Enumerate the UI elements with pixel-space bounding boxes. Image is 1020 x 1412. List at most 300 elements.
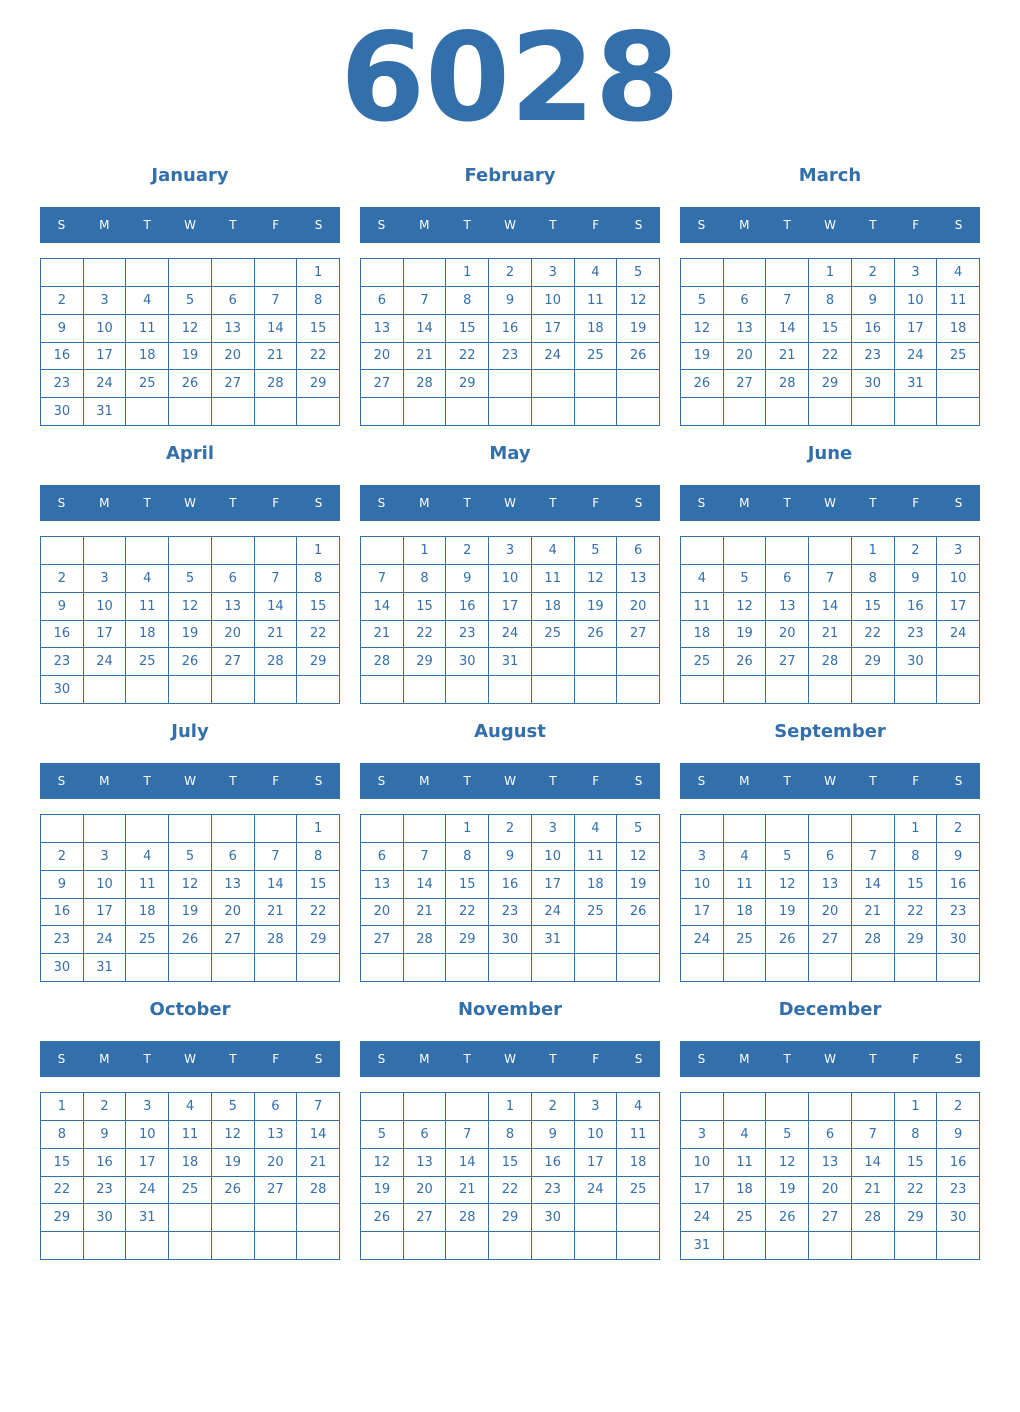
- day-cell[interactable]: 1: [809, 259, 852, 287]
- day-cell[interactable]: 19: [766, 1177, 809, 1205]
- day-cell[interactable]: 30: [41, 676, 84, 704]
- day-cell[interactable]: 19: [361, 1177, 404, 1205]
- day-cell[interactable]: 12: [575, 565, 618, 593]
- day-cell[interactable]: 5: [766, 1121, 809, 1149]
- day-cell[interactable]: 10: [126, 1121, 169, 1149]
- day-cell[interactable]: 14: [766, 315, 809, 343]
- day-cell[interactable]: 23: [937, 899, 980, 927]
- day-cell[interactable]: 24: [84, 370, 127, 398]
- day-cell[interactable]: 8: [809, 287, 852, 315]
- day-cell[interactable]: 31: [126, 1204, 169, 1232]
- day-cell[interactable]: 15: [41, 1149, 84, 1177]
- day-cell[interactable]: 23: [446, 621, 489, 649]
- day-cell[interactable]: 3: [681, 1121, 724, 1149]
- day-cell[interactable]: 12: [617, 287, 660, 315]
- day-cell[interactable]: 12: [617, 843, 660, 871]
- day-cell[interactable]: 10: [84, 315, 127, 343]
- day-cell[interactable]: 1: [852, 537, 895, 565]
- day-cell[interactable]: 19: [724, 621, 767, 649]
- day-cell[interactable]: 11: [724, 1149, 767, 1177]
- day-cell[interactable]: 7: [766, 287, 809, 315]
- day-cell[interactable]: 26: [766, 1204, 809, 1232]
- day-cell[interactable]: 1: [895, 1093, 938, 1121]
- day-cell[interactable]: 29: [446, 370, 489, 398]
- day-cell[interactable]: 2: [532, 1093, 575, 1121]
- day-cell[interactable]: 3: [575, 1093, 618, 1121]
- day-cell[interactable]: 27: [255, 1177, 298, 1205]
- day-cell[interactable]: 29: [297, 370, 340, 398]
- day-cell[interactable]: 26: [169, 370, 212, 398]
- day-cell[interactable]: 18: [724, 1177, 767, 1205]
- day-cell[interactable]: 12: [766, 1149, 809, 1177]
- day-cell[interactable]: 20: [404, 1177, 447, 1205]
- day-cell[interactable]: 11: [575, 287, 618, 315]
- day-cell[interactable]: 5: [766, 843, 809, 871]
- day-cell[interactable]: 22: [404, 621, 447, 649]
- day-cell[interactable]: 22: [852, 621, 895, 649]
- day-cell[interactable]: 17: [681, 899, 724, 927]
- day-cell[interactable]: 25: [724, 926, 767, 954]
- day-cell[interactable]: 30: [84, 1204, 127, 1232]
- day-cell[interactable]: 6: [724, 287, 767, 315]
- day-cell[interactable]: 6: [212, 287, 255, 315]
- day-cell[interactable]: 11: [617, 1121, 660, 1149]
- day-cell[interactable]: 21: [852, 1177, 895, 1205]
- day-cell[interactable]: 30: [852, 370, 895, 398]
- day-cell[interactable]: 15: [895, 1149, 938, 1177]
- day-cell[interactable]: 5: [212, 1093, 255, 1121]
- day-cell[interactable]: 8: [297, 843, 340, 871]
- day-cell[interactable]: 25: [617, 1177, 660, 1205]
- day-cell[interactable]: 9: [895, 565, 938, 593]
- day-cell[interactable]: 10: [681, 871, 724, 899]
- day-cell[interactable]: 10: [84, 593, 127, 621]
- day-cell[interactable]: 2: [489, 815, 532, 843]
- day-cell[interactable]: 15: [809, 315, 852, 343]
- day-cell[interactable]: 13: [809, 1149, 852, 1177]
- day-cell[interactable]: 20: [766, 621, 809, 649]
- day-cell[interactable]: 26: [361, 1204, 404, 1232]
- day-cell[interactable]: 31: [84, 398, 127, 426]
- day-cell[interactable]: 29: [446, 926, 489, 954]
- day-cell[interactable]: 6: [212, 565, 255, 593]
- day-cell[interactable]: 14: [852, 1149, 895, 1177]
- day-cell[interactable]: 4: [724, 1121, 767, 1149]
- day-cell[interactable]: 29: [489, 1204, 532, 1232]
- day-cell[interactable]: 21: [766, 343, 809, 371]
- day-cell[interactable]: 24: [532, 343, 575, 371]
- day-cell[interactable]: 6: [361, 287, 404, 315]
- day-cell[interactable]: 14: [255, 871, 298, 899]
- day-cell[interactable]: 17: [84, 621, 127, 649]
- day-cell[interactable]: 27: [724, 370, 767, 398]
- day-cell[interactable]: 2: [41, 843, 84, 871]
- day-cell[interactable]: 17: [895, 315, 938, 343]
- day-cell[interactable]: 22: [297, 899, 340, 927]
- day-cell[interactable]: 29: [852, 648, 895, 676]
- day-cell[interactable]: 12: [724, 593, 767, 621]
- day-cell[interactable]: 1: [297, 259, 340, 287]
- day-cell[interactable]: 27: [212, 370, 255, 398]
- day-cell[interactable]: 22: [297, 621, 340, 649]
- day-cell[interactable]: 31: [681, 1232, 724, 1260]
- day-cell[interactable]: 6: [809, 1121, 852, 1149]
- day-cell[interactable]: 5: [681, 287, 724, 315]
- day-cell[interactable]: 20: [809, 1177, 852, 1205]
- day-cell[interactable]: 5: [169, 287, 212, 315]
- day-cell[interactable]: 28: [852, 926, 895, 954]
- day-cell[interactable]: 17: [489, 593, 532, 621]
- day-cell[interactable]: 16: [446, 593, 489, 621]
- day-cell[interactable]: 7: [852, 1121, 895, 1149]
- day-cell[interactable]: 25: [724, 1204, 767, 1232]
- day-cell[interactable]: 22: [895, 899, 938, 927]
- day-cell[interactable]: 16: [84, 1149, 127, 1177]
- day-cell[interactable]: 24: [895, 343, 938, 371]
- day-cell[interactable]: 31: [532, 926, 575, 954]
- day-cell[interactable]: 29: [404, 648, 447, 676]
- day-cell[interactable]: 15: [297, 315, 340, 343]
- day-cell[interactable]: 14: [404, 315, 447, 343]
- day-cell[interactable]: 27: [617, 621, 660, 649]
- day-cell[interactable]: 21: [404, 343, 447, 371]
- day-cell[interactable]: 6: [766, 565, 809, 593]
- day-cell[interactable]: 16: [937, 871, 980, 899]
- day-cell[interactable]: 16: [41, 899, 84, 927]
- day-cell[interactable]: 24: [681, 926, 724, 954]
- day-cell[interactable]: 13: [212, 315, 255, 343]
- day-cell[interactable]: 13: [724, 315, 767, 343]
- day-cell[interactable]: 10: [895, 287, 938, 315]
- day-cell[interactable]: 24: [126, 1177, 169, 1205]
- day-cell[interactable]: 19: [212, 1149, 255, 1177]
- day-cell[interactable]: 4: [126, 287, 169, 315]
- day-cell[interactable]: 21: [297, 1149, 340, 1177]
- day-cell[interactable]: 21: [255, 343, 298, 371]
- day-cell[interactable]: 16: [895, 593, 938, 621]
- day-cell[interactable]: 13: [404, 1149, 447, 1177]
- day-cell[interactable]: 12: [361, 1149, 404, 1177]
- day-cell[interactable]: 28: [404, 926, 447, 954]
- day-cell[interactable]: 15: [404, 593, 447, 621]
- day-cell[interactable]: 30: [41, 954, 84, 982]
- day-cell[interactable]: 6: [617, 537, 660, 565]
- day-cell[interactable]: 31: [84, 954, 127, 982]
- day-cell[interactable]: 14: [361, 593, 404, 621]
- day-cell[interactable]: 24: [84, 926, 127, 954]
- day-cell[interactable]: 2: [937, 815, 980, 843]
- day-cell[interactable]: 20: [361, 343, 404, 371]
- day-cell[interactable]: 9: [41, 315, 84, 343]
- day-cell[interactable]: 26: [169, 926, 212, 954]
- day-cell[interactable]: 11: [126, 871, 169, 899]
- day-cell[interactable]: 9: [852, 287, 895, 315]
- day-cell[interactable]: 21: [361, 621, 404, 649]
- day-cell[interactable]: 13: [212, 593, 255, 621]
- day-cell[interactable]: 4: [575, 259, 618, 287]
- day-cell[interactable]: 27: [212, 926, 255, 954]
- day-cell[interactable]: 9: [41, 593, 84, 621]
- day-cell[interactable]: 24: [84, 648, 127, 676]
- day-cell[interactable]: 7: [809, 565, 852, 593]
- day-cell[interactable]: 7: [297, 1093, 340, 1121]
- day-cell[interactable]: 1: [41, 1093, 84, 1121]
- day-cell[interactable]: 6: [361, 843, 404, 871]
- day-cell[interactable]: 11: [126, 593, 169, 621]
- day-cell[interactable]: 18: [532, 593, 575, 621]
- day-cell[interactable]: 19: [617, 871, 660, 899]
- day-cell[interactable]: 15: [297, 871, 340, 899]
- day-cell[interactable]: 11: [724, 871, 767, 899]
- day-cell[interactable]: 8: [895, 843, 938, 871]
- day-cell[interactable]: 19: [575, 593, 618, 621]
- day-cell[interactable]: 17: [681, 1177, 724, 1205]
- day-cell[interactable]: 20: [809, 899, 852, 927]
- day-cell[interactable]: 4: [169, 1093, 212, 1121]
- day-cell[interactable]: 4: [681, 565, 724, 593]
- day-cell[interactable]: 23: [489, 343, 532, 371]
- day-cell[interactable]: 7: [255, 843, 298, 871]
- day-cell[interactable]: 10: [84, 871, 127, 899]
- day-cell[interactable]: 9: [446, 565, 489, 593]
- day-cell[interactable]: 16: [489, 871, 532, 899]
- day-cell[interactable]: 9: [84, 1121, 127, 1149]
- day-cell[interactable]: 17: [532, 315, 575, 343]
- day-cell[interactable]: 18: [126, 899, 169, 927]
- day-cell[interactable]: 13: [617, 565, 660, 593]
- day-cell[interactable]: 26: [617, 343, 660, 371]
- day-cell[interactable]: 14: [255, 315, 298, 343]
- day-cell[interactable]: 20: [617, 593, 660, 621]
- day-cell[interactable]: 19: [681, 343, 724, 371]
- day-cell[interactable]: 10: [489, 565, 532, 593]
- day-cell[interactable]: 1: [446, 815, 489, 843]
- day-cell[interactable]: 6: [255, 1093, 298, 1121]
- day-cell[interactable]: 19: [169, 343, 212, 371]
- day-cell[interactable]: 15: [446, 871, 489, 899]
- day-cell[interactable]: 17: [575, 1149, 618, 1177]
- day-cell[interactable]: 23: [895, 621, 938, 649]
- day-cell[interactable]: 9: [937, 1121, 980, 1149]
- day-cell[interactable]: 22: [446, 899, 489, 927]
- day-cell[interactable]: 18: [575, 315, 618, 343]
- day-cell[interactable]: 1: [404, 537, 447, 565]
- day-cell[interactable]: 10: [575, 1121, 618, 1149]
- day-cell[interactable]: 14: [255, 593, 298, 621]
- day-cell[interactable]: 17: [84, 899, 127, 927]
- day-cell[interactable]: 22: [809, 343, 852, 371]
- day-cell[interactable]: 13: [766, 593, 809, 621]
- day-cell[interactable]: 2: [852, 259, 895, 287]
- day-cell[interactable]: 18: [681, 621, 724, 649]
- day-cell[interactable]: 25: [126, 926, 169, 954]
- day-cell[interactable]: 27: [361, 370, 404, 398]
- day-cell[interactable]: 28: [255, 926, 298, 954]
- day-cell[interactable]: 4: [126, 843, 169, 871]
- day-cell[interactable]: 8: [297, 287, 340, 315]
- day-cell[interactable]: 25: [937, 343, 980, 371]
- day-cell[interactable]: 3: [84, 565, 127, 593]
- day-cell[interactable]: 26: [681, 370, 724, 398]
- day-cell[interactable]: 7: [255, 565, 298, 593]
- day-cell[interactable]: 29: [895, 926, 938, 954]
- day-cell[interactable]: 8: [446, 843, 489, 871]
- day-cell[interactable]: 13: [212, 871, 255, 899]
- day-cell[interactable]: 16: [41, 621, 84, 649]
- day-cell[interactable]: 23: [852, 343, 895, 371]
- day-cell[interactable]: 18: [937, 315, 980, 343]
- day-cell[interactable]: 11: [126, 315, 169, 343]
- day-cell[interactable]: 2: [446, 537, 489, 565]
- day-cell[interactable]: 14: [809, 593, 852, 621]
- day-cell[interactable]: 2: [41, 565, 84, 593]
- day-cell[interactable]: 27: [361, 926, 404, 954]
- day-cell[interactable]: 30: [41, 398, 84, 426]
- day-cell[interactable]: 26: [212, 1177, 255, 1205]
- day-cell[interactable]: 6: [809, 843, 852, 871]
- day-cell[interactable]: 7: [361, 565, 404, 593]
- day-cell[interactable]: 14: [404, 871, 447, 899]
- day-cell[interactable]: 25: [126, 648, 169, 676]
- day-cell[interactable]: 4: [724, 843, 767, 871]
- day-cell[interactable]: 28: [852, 1204, 895, 1232]
- day-cell[interactable]: 31: [489, 648, 532, 676]
- day-cell[interactable]: 25: [126, 370, 169, 398]
- day-cell[interactable]: 10: [532, 843, 575, 871]
- day-cell[interactable]: 8: [446, 287, 489, 315]
- day-cell[interactable]: 28: [255, 648, 298, 676]
- day-cell[interactable]: 3: [84, 843, 127, 871]
- day-cell[interactable]: 2: [84, 1093, 127, 1121]
- day-cell[interactable]: 11: [169, 1121, 212, 1149]
- day-cell[interactable]: 27: [404, 1204, 447, 1232]
- day-cell[interactable]: 18: [724, 899, 767, 927]
- day-cell[interactable]: 27: [809, 1204, 852, 1232]
- day-cell[interactable]: 25: [575, 899, 618, 927]
- day-cell[interactable]: 29: [297, 926, 340, 954]
- day-cell[interactable]: 30: [937, 926, 980, 954]
- day-cell[interactable]: 3: [681, 843, 724, 871]
- day-cell[interactable]: 23: [84, 1177, 127, 1205]
- day-cell[interactable]: 28: [255, 370, 298, 398]
- day-cell[interactable]: 20: [724, 343, 767, 371]
- day-cell[interactable]: 25: [575, 343, 618, 371]
- day-cell[interactable]: 17: [84, 343, 127, 371]
- day-cell[interactable]: 22: [41, 1177, 84, 1205]
- day-cell[interactable]: 16: [41, 343, 84, 371]
- day-cell[interactable]: 22: [446, 343, 489, 371]
- day-cell[interactable]: 25: [532, 621, 575, 649]
- day-cell[interactable]: 21: [852, 899, 895, 927]
- day-cell[interactable]: 15: [852, 593, 895, 621]
- day-cell[interactable]: 3: [532, 259, 575, 287]
- day-cell[interactable]: 1: [297, 815, 340, 843]
- day-cell[interactable]: 26: [766, 926, 809, 954]
- day-cell[interactable]: 20: [212, 899, 255, 927]
- day-cell[interactable]: 18: [617, 1149, 660, 1177]
- day-cell[interactable]: 21: [404, 899, 447, 927]
- day-cell[interactable]: 10: [532, 287, 575, 315]
- day-cell[interactable]: 1: [489, 1093, 532, 1121]
- day-cell[interactable]: 1: [446, 259, 489, 287]
- day-cell[interactable]: 4: [575, 815, 618, 843]
- day-cell[interactable]: 12: [169, 871, 212, 899]
- day-cell[interactable]: 28: [809, 648, 852, 676]
- day-cell[interactable]: 3: [532, 815, 575, 843]
- day-cell[interactable]: 5: [617, 815, 660, 843]
- day-cell[interactable]: 24: [575, 1177, 618, 1205]
- day-cell[interactable]: 15: [895, 871, 938, 899]
- day-cell[interactable]: 28: [446, 1204, 489, 1232]
- day-cell[interactable]: 11: [937, 287, 980, 315]
- day-cell[interactable]: 8: [489, 1121, 532, 1149]
- day-cell[interactable]: 19: [766, 899, 809, 927]
- day-cell[interactable]: 2: [895, 537, 938, 565]
- day-cell[interactable]: 15: [446, 315, 489, 343]
- day-cell[interactable]: 21: [255, 621, 298, 649]
- day-cell[interactable]: 19: [169, 899, 212, 927]
- day-cell[interactable]: 23: [41, 370, 84, 398]
- day-cell[interactable]: 5: [169, 565, 212, 593]
- day-cell[interactable]: 16: [532, 1149, 575, 1177]
- day-cell[interactable]: 28: [404, 370, 447, 398]
- day-cell[interactable]: 18: [126, 343, 169, 371]
- day-cell[interactable]: 9: [489, 287, 532, 315]
- day-cell[interactable]: 12: [766, 871, 809, 899]
- day-cell[interactable]: 23: [532, 1177, 575, 1205]
- day-cell[interactable]: 13: [255, 1121, 298, 1149]
- day-cell[interactable]: 16: [852, 315, 895, 343]
- day-cell[interactable]: 20: [255, 1149, 298, 1177]
- day-cell[interactable]: 26: [617, 899, 660, 927]
- day-cell[interactable]: 10: [681, 1149, 724, 1177]
- day-cell[interactable]: 26: [575, 621, 618, 649]
- day-cell[interactable]: 16: [489, 315, 532, 343]
- day-cell[interactable]: 30: [937, 1204, 980, 1232]
- day-cell[interactable]: 8: [297, 565, 340, 593]
- day-cell[interactable]: 9: [532, 1121, 575, 1149]
- day-cell[interactable]: 13: [361, 315, 404, 343]
- day-cell[interactable]: 9: [937, 843, 980, 871]
- day-cell[interactable]: 13: [361, 871, 404, 899]
- day-cell[interactable]: 7: [852, 843, 895, 871]
- day-cell[interactable]: 8: [404, 565, 447, 593]
- day-cell[interactable]: 2: [41, 287, 84, 315]
- day-cell[interactable]: 11: [575, 843, 618, 871]
- day-cell[interactable]: 28: [361, 648, 404, 676]
- day-cell[interactable]: 15: [297, 593, 340, 621]
- day-cell[interactable]: 16: [937, 1149, 980, 1177]
- day-cell[interactable]: 11: [532, 565, 575, 593]
- day-cell[interactable]: 30: [446, 648, 489, 676]
- day-cell[interactable]: 25: [681, 648, 724, 676]
- day-cell[interactable]: 5: [617, 259, 660, 287]
- day-cell[interactable]: 30: [489, 926, 532, 954]
- day-cell[interactable]: 22: [489, 1177, 532, 1205]
- day-cell[interactable]: 3: [84, 287, 127, 315]
- day-cell[interactable]: 10: [937, 565, 980, 593]
- day-cell[interactable]: 19: [169, 621, 212, 649]
- day-cell[interactable]: 18: [169, 1149, 212, 1177]
- day-cell[interactable]: 30: [895, 648, 938, 676]
- day-cell[interactable]: 22: [297, 343, 340, 371]
- day-cell[interactable]: 25: [169, 1177, 212, 1205]
- day-cell[interactable]: 26: [724, 648, 767, 676]
- day-cell[interactable]: 21: [809, 621, 852, 649]
- day-cell[interactable]: 6: [404, 1121, 447, 1149]
- day-cell[interactable]: 6: [212, 843, 255, 871]
- day-cell[interactable]: 26: [169, 648, 212, 676]
